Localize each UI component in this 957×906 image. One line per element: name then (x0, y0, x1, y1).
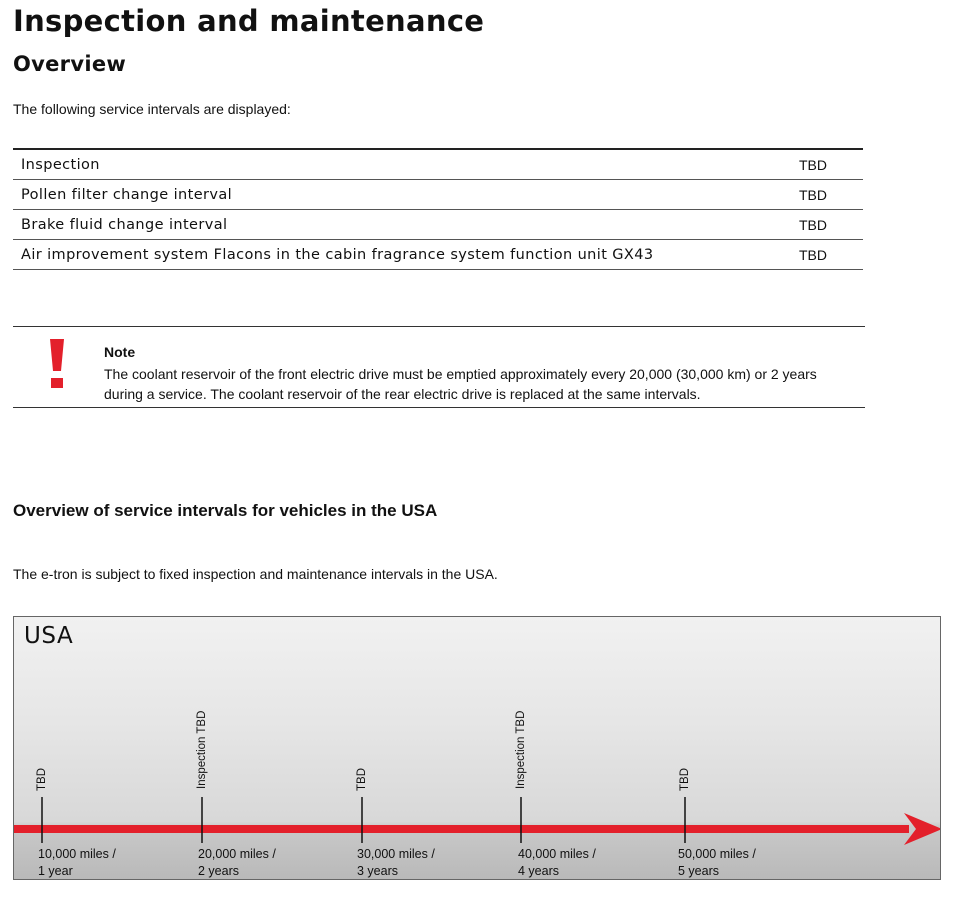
milestone-miles: 30,000 miles / (357, 847, 435, 861)
table-row (13, 149, 863, 180)
milestone-tag: Inspection TBD (196, 710, 208, 789)
table-row (13, 180, 863, 210)
milestone-miles: 50,000 miles / (678, 847, 756, 861)
page-title: Inspection and maintenance (13, 4, 485, 38)
intro-text: The following service intervals are displayed: (13, 101, 291, 117)
interval-label: Pollen filter change interval (13, 180, 791, 210)
interval-value: TBD (791, 149, 863, 180)
region-label: USA (24, 623, 74, 649)
interval-value: TBD (791, 240, 863, 270)
service-intervals-table (13, 148, 863, 270)
table-row (13, 240, 863, 270)
milestone-tag: Inspection TBD (515, 710, 527, 789)
milestone-interval (38, 846, 116, 880)
milestone-miles: 10,000 miles / (38, 847, 116, 861)
milestone-years: 2 years (198, 864, 239, 878)
interval-value: TBD (791, 210, 863, 240)
milestone-tag: TBD (356, 768, 368, 791)
timeline-arrowhead (904, 813, 941, 845)
milestone-interval (357, 846, 435, 880)
milestone-tag: TBD (679, 768, 691, 791)
note-text: The coolant reservoir of the front electric drive must be emptied approximately every 20,000 (30,000 km) or 2 years during a service. The coolant reservoir of the rear electric drive is replaced at the same intervals. (104, 366, 817, 402)
note-box (13, 326, 865, 408)
exclamation-icon (47, 333, 67, 393)
interval-label: Brake fluid change interval (13, 210, 791, 240)
timeline-graphic (14, 617, 941, 880)
milestone-years: 1 year (38, 864, 73, 878)
section-title-overview: Overview (13, 52, 127, 76)
usa-text: The e-tron is subject to fixed inspection and maintenance intervals in the USA. (13, 566, 498, 582)
milestone-tag: TBD (36, 768, 48, 791)
milestone-years: 4 years (518, 864, 559, 878)
milestone-years: 5 years (678, 864, 719, 878)
note-title: Note (104, 344, 136, 360)
milestone-interval (518, 846, 596, 880)
table-row (13, 210, 863, 240)
interval-label: Air improvement system Flacons in the cabin fragrance system function unit GX43 (13, 240, 791, 270)
milestone-miles: 20,000 miles / (198, 847, 276, 861)
usa-timeline-panel (13, 616, 941, 880)
milestone-years: 3 years (357, 864, 398, 878)
timeline-bar (14, 825, 909, 833)
interval-label: Inspection (13, 149, 791, 180)
interval-value: TBD (791, 180, 863, 210)
milestone-miles: 40,000 miles / (518, 847, 596, 861)
milestone-interval (678, 846, 756, 880)
milestone-interval (198, 846, 276, 880)
usa-heading: Overview of service intervals for vehicles in the USA (13, 501, 438, 520)
